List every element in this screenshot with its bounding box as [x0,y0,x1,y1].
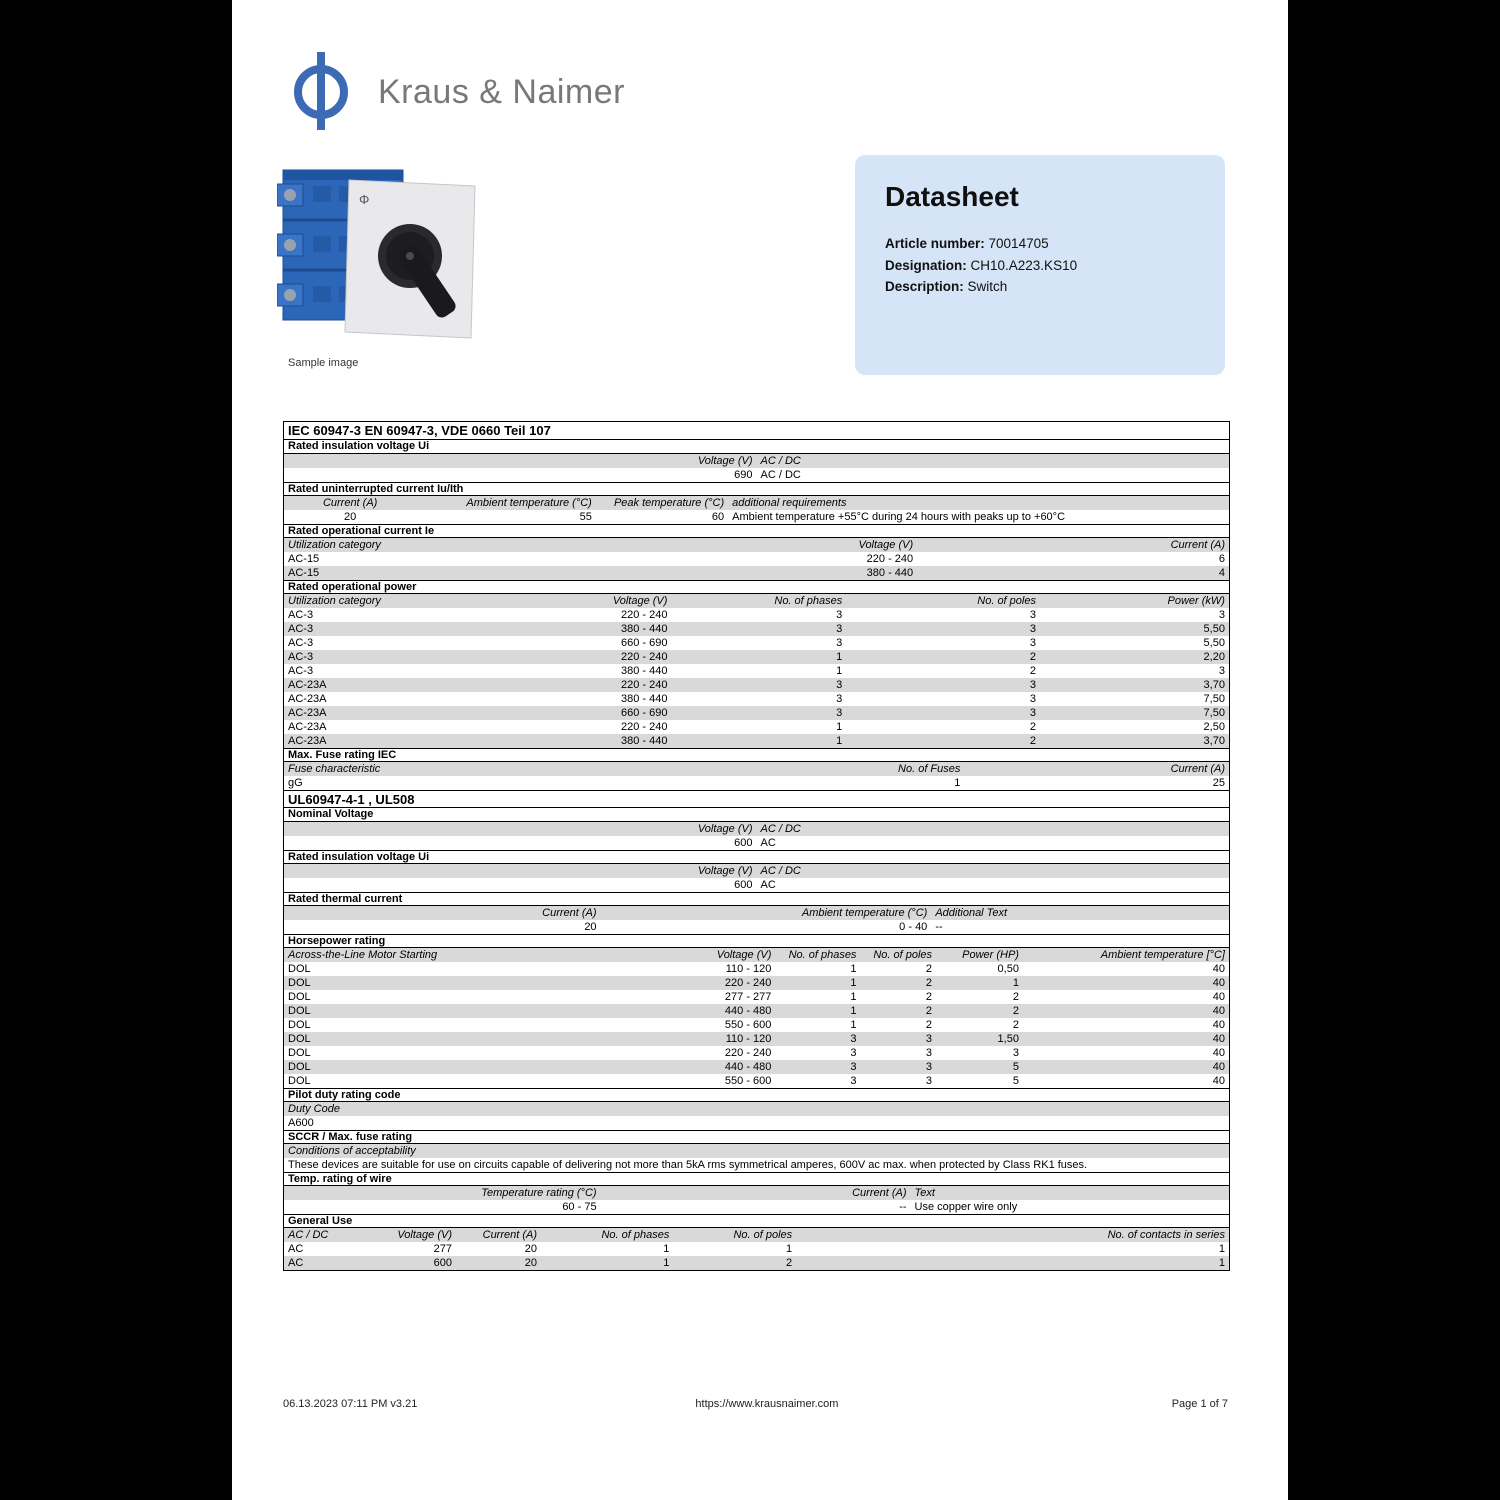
section-title-row [284,934,1229,948]
cell: 277 - 277 [724,991,772,1003]
cell: Max. Fuse rating IEC [288,749,397,761]
cell: IEC 60947-3 EN 60947-3, VDE 0660 Teil 107 [288,424,551,437]
datasheet-page [232,0,1288,1500]
cell: 600 [433,1257,452,1269]
product-sample-image [277,160,482,352]
cell: 3,70 [1203,735,1225,747]
page-footer [283,1398,1228,1414]
column-header-row [284,594,1229,608]
cell: 40 [1212,1047,1225,1059]
data-row [284,622,1229,636]
cell: 220 - 240 [620,609,668,621]
column-header-row [284,496,1229,510]
cell: 3 [925,1047,933,1059]
cell: 20 [524,1257,538,1269]
cell: No. of phases [788,949,857,961]
cell: 5,50 [1203,623,1225,635]
cell: Rated insulation voltage Ui [288,851,430,863]
data-row [284,1074,1229,1088]
cell: 3 [925,1033,933,1045]
cell: 3 [836,707,843,719]
data-row [284,706,1229,720]
column-header-row [284,906,1229,920]
cell: 3 [836,679,843,691]
article-number-label: Article number: [885,236,985,251]
cell: 440 - 480 [724,1005,772,1017]
standard-title-row [284,790,1229,808]
section-title-row [284,1214,1229,1228]
cell: DOL [288,1005,311,1017]
data-row [284,1242,1229,1256]
cell: Across-the-Line Motor Starting [288,949,438,961]
cell: 380 - 440 [620,735,668,747]
cell: Current (A) [852,1187,907,1199]
cell: 2 [1029,721,1036,733]
cell: Current (A) [1170,539,1225,551]
description-value: Switch [963,279,1008,295]
cell: 20 [584,921,597,933]
section-title-row [284,524,1229,538]
cell: SCCR / Max. fuse rating [288,1131,413,1143]
column-header-row [284,762,1229,776]
cell: Voltage (V) [697,865,753,877]
article-number-line [885,233,1195,255]
data-row [284,776,1229,790]
designation-line [885,255,1195,277]
cell: 2 [786,1257,793,1269]
designation-label: Designation: [885,257,967,273]
cell: 1 [836,735,843,747]
cell: 5 [1012,1061,1019,1073]
description-line [885,276,1195,298]
data-row [284,990,1229,1004]
cell: 1 [954,777,961,789]
cell: Temp. rating of wire [288,1173,392,1185]
cell: No. of poles [873,949,933,961]
data-row [284,1116,1229,1130]
section-title-row [284,850,1229,864]
cell: 1 [1012,977,1019,989]
cell: 3 [836,693,843,705]
cell: 2,20 [1203,651,1225,663]
data-row [284,608,1229,622]
cell: 6 [1218,553,1225,565]
footer-url-link[interactable]: https://www.krausnaimer.com [695,1398,839,1410]
cell: 1 [850,977,857,989]
cell: 1 [850,1019,857,1031]
cell: 2 [925,963,933,975]
cell: Utilization category [288,595,381,607]
cell: AC-3 [288,665,314,677]
cell: 3 [1218,609,1225,621]
cell: 40 [1212,991,1225,1003]
data-row [284,734,1229,748]
cell: 3 [1218,665,1225,677]
cell: 0,50 [997,963,1019,975]
cell: 2,50 [1203,721,1225,733]
cell: AC-3 [288,623,314,635]
cell: 20 [524,1243,538,1255]
cell: 40 [1212,963,1225,975]
cell: AC [288,1257,304,1269]
cell: 660 - 690 [620,637,668,649]
cell: 40 [1212,1019,1225,1031]
column-header-row [284,454,1229,468]
section-title-row [284,440,1229,454]
cell: 1,50 [997,1033,1019,1045]
cell: 220 - 240 [866,553,914,565]
cell: 60 [711,511,725,523]
data-row [284,468,1229,482]
cell: Fuse characteristic [288,763,381,775]
cell: Rated uninterrupted current Iu/Ith [288,483,464,495]
cell: DOL [288,1047,311,1059]
cell: Conditions of acceptability [288,1145,416,1157]
cell: 3 [1029,707,1036,719]
column-header-row [284,948,1229,962]
column-header-row [284,1186,1229,1200]
cell: DOL [288,963,311,975]
cell: 1 [836,721,843,733]
cell: 3 [850,1061,857,1073]
brand-header [282,48,625,137]
data-row [284,962,1229,976]
data-row [284,678,1229,692]
svg-text:Φ: Φ [359,192,370,207]
cell: AC-23A [288,721,327,733]
cell: Pilot duty rating code [288,1089,401,1101]
cell: Voltage (V) [612,595,668,607]
data-row [284,1032,1229,1046]
cell: AC-15 [288,553,320,565]
cell: No. of Fuses [898,763,961,775]
cell: DOL [288,1033,311,1045]
cell: 380 - 440 [620,693,668,705]
footer-page-indicator: Page 1 of 7 [1171,1398,1228,1410]
data-row [284,1158,1229,1172]
standard-title-row [284,422,1229,440]
description-label: Description: [885,279,964,295]
cell: Rated thermal current [288,893,403,905]
cell: 2 [925,1019,933,1031]
cell: Rated operational power [288,581,417,593]
cell: 40 [1212,977,1225,989]
cell: AC / DC [760,469,801,481]
cell: 440 - 480 [724,1061,772,1073]
cell: These devices are suitable for use on circuits capable of delivering not more than 5kA rms symmetrical amperes, 600V ac max. when protected by Class RK1 fuses. [288,1159,1088,1171]
data-row [284,650,1229,664]
cell: Power (kW) [1167,595,1225,607]
cell: AC-23A [288,679,327,691]
cell: 2 [1012,991,1019,1003]
data-row [284,1046,1229,1060]
column-header-row [284,864,1229,878]
cell: AC [760,837,776,849]
cell: Current (A) [322,497,378,509]
section-title-row [284,808,1229,822]
cell: 40 [1212,1075,1225,1087]
article-number-value: 70014705 [984,236,1049,251]
data-row [284,976,1229,990]
cell: 2 [925,977,933,989]
cell: additional requirements [732,497,847,509]
cell: AC / DC [760,865,801,877]
cell: 380 - 440 [620,665,668,677]
cell: General Use [288,1215,353,1227]
cell: Utilization category [288,539,381,551]
cell: 660 - 690 [620,707,668,719]
cell: 55 [579,511,592,523]
data-row [284,1004,1229,1018]
cell: Voltage (V) [397,1229,452,1241]
cell: AC / DC [288,1229,329,1241]
data-row [284,552,1229,566]
cell: 3 [1029,637,1036,649]
cell: 110 - 120 [725,963,772,975]
cell: Ambient temperature (°C) [466,497,592,509]
cell: 220 - 240 [620,651,668,663]
cell: 110 - 120 [725,1033,772,1045]
cell: -- [899,1201,907,1213]
cell: 2 [1029,651,1036,663]
cell: 550 - 600 [724,1075,772,1087]
cell: 2 [1029,665,1036,677]
cell: 40 [1212,1033,1225,1045]
section-title-row [284,580,1229,594]
cell: 20 [344,511,357,523]
cell: 3 [1029,623,1036,635]
column-header-row [284,1144,1229,1158]
cell: Ambient temperature (°C) [801,907,928,919]
cell: AC / DC [760,455,801,467]
brand-name: Kraus & Naimer [378,73,625,111]
cell: Current (A) [1170,763,1225,775]
cell: No. of phases [774,595,843,607]
cell: 1 [1218,1257,1225,1269]
cell: Rated insulation voltage Ui [288,441,430,452]
data-row [284,878,1229,892]
cell: 3 [925,1075,933,1087]
cell: 5 [1012,1075,1019,1087]
cell: DOL [288,977,311,989]
cell: 1 [850,963,857,975]
cell: 1 [836,651,843,663]
cell: 1 [850,1005,857,1017]
cell: No. of phases [601,1229,670,1241]
cell: Voltage (V) [697,455,753,467]
cell: gG [288,777,303,789]
cell: DOL [288,1061,311,1073]
cell: 7,50 [1203,693,1225,705]
cell: AC [288,1243,304,1255]
cell: 220 - 240 [620,679,668,691]
cell: A600 [288,1117,314,1129]
cell: No. of contacts in series [1107,1229,1225,1241]
section-title-row [284,1172,1229,1186]
cell: Ambient temperature [°C] [1100,949,1225,961]
cell: AC-3 [288,609,314,621]
spec-table [283,421,1230,1271]
cell: Voltage (V) [697,823,753,835]
cell: 1 [1218,1243,1225,1255]
cell: AC [760,879,776,891]
cell: Temperature rating (°C) [481,1187,597,1199]
cell: Rated operational current Ie [288,525,435,537]
designation-value: CH10.A223.KS10 [966,257,1078,273]
section-title-row [284,1130,1229,1144]
cell: 25 [1212,777,1225,789]
cell: No. of poles [977,595,1036,607]
column-header-row [284,538,1229,552]
cell: 60 - 75 [562,1201,597,1213]
cell: 600 [734,837,753,849]
cell: 3 [850,1075,857,1087]
cell: Use copper wire only [914,1201,1018,1213]
cell: 220 - 240 [724,1047,772,1059]
section-title-row [284,1088,1229,1102]
footer-date-version: 06.13.2023 07:11 PM v3.21 [283,1398,418,1410]
cell: 3 [850,1047,857,1059]
data-row [284,1018,1229,1032]
data-row [284,664,1229,678]
data-row [284,636,1229,650]
section-title-row [284,892,1229,906]
cell: AC-23A [288,707,327,719]
cell: 3 [1029,679,1036,691]
cell: UL60947-4-1 , UL508 [288,792,415,806]
cell: 690 [734,469,753,481]
cell: 3 [850,1033,857,1045]
data-row [284,1060,1229,1074]
cell: Nominal Voltage [288,809,374,820]
column-header-row [284,1228,1229,1242]
data-row [284,1200,1229,1214]
cell: 3 [1029,609,1036,621]
datasheet-info-box [855,155,1225,375]
cell: AC-15 [288,567,320,579]
cell: 550 - 600 [724,1019,772,1031]
cell: Current (A) [482,1229,538,1241]
cell: 3 [925,1061,933,1073]
data-row [284,920,1229,934]
cell: 0 - 40 [899,921,928,933]
column-header-row [284,822,1229,836]
data-row [284,720,1229,734]
cell: Voltage (V) [716,949,772,961]
cell: 277 [433,1243,452,1255]
cell: 1 [850,991,857,1003]
cell: 2 [1012,1019,1019,1031]
cell: DOL [288,1019,311,1031]
cell: AC / DC [760,823,801,835]
datasheet-title: Datasheet [885,181,1019,212]
data-row [284,510,1229,524]
cell: 3 [1012,1047,1019,1059]
section-title-row [284,748,1229,762]
cell: 220 - 240 [724,977,772,989]
cell: Text [914,1187,935,1199]
cell: Horsepower rating [288,935,386,947]
cell: Additional Text [935,907,1008,919]
cell: 380 - 440 [620,623,668,635]
phi-logo-icon [282,48,360,137]
cell: AC-23A [288,735,327,747]
cell: Voltage (V) [858,539,914,551]
cell: 40 [1212,1005,1225,1017]
cell: 2 [925,1005,933,1017]
data-row [284,692,1229,706]
cell: 600 [734,879,753,891]
cell: AC-23A [288,693,327,705]
cell: 1 [663,1257,670,1269]
cell: Duty Code [288,1103,340,1115]
cell: 220 - 240 [620,721,668,733]
cell: 1 [786,1243,793,1255]
cell: -- [935,921,943,933]
cell: 2 [1029,735,1036,747]
cell: 380 - 440 [866,567,914,579]
cell: 4 [1218,567,1225,579]
data-row [284,566,1229,580]
cell: 5,50 [1203,637,1225,649]
cell: 3 [1029,693,1036,705]
cell: Current (A) [542,907,597,919]
cell: 3 [836,609,843,621]
cell: 2 [1012,1005,1019,1017]
cell: 7,50 [1203,707,1225,719]
data-row [284,1256,1229,1270]
cell: 40 [1212,1061,1225,1073]
cell: AC-3 [288,637,314,649]
section-title-row [284,482,1229,496]
column-header-row [284,1102,1229,1116]
cell: Power (HP) [962,949,1019,961]
data-row [284,836,1229,850]
cell: 3 [836,623,843,635]
cell: DOL [288,1075,311,1087]
cell: 1 [663,1243,670,1255]
cell: AC-3 [288,651,314,663]
cell: 3 [836,637,843,649]
cell: 2 [925,991,933,1003]
cell: 3,70 [1203,679,1225,691]
cell: Ambient temperature +55°C during 24 hours with peaks up to +60°C [732,511,1066,523]
cell: DOL [288,991,311,1003]
sample-image-caption: Sample image [288,357,359,369]
cell: No. of poles [733,1229,793,1241]
cell: Peak temperature (°C) [613,497,725,509]
cell: 1 [836,665,843,677]
